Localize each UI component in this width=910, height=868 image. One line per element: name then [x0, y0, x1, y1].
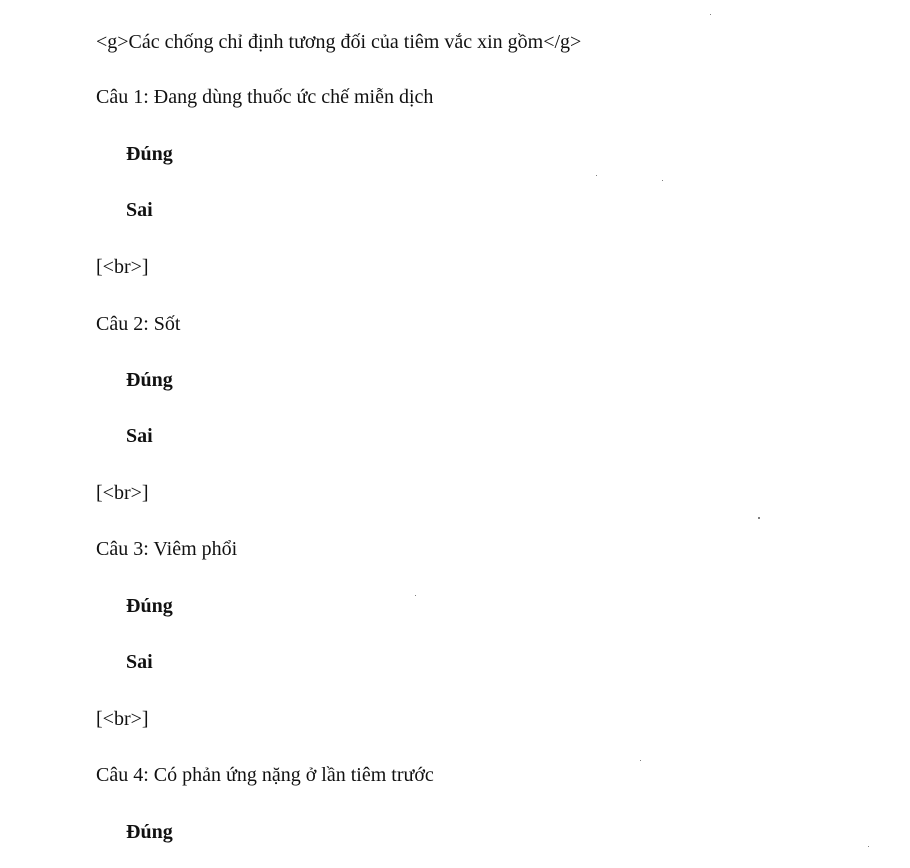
- question-3-label: Câu 3: Viêm phổi: [96, 538, 238, 560]
- scan-speck: [758, 517, 760, 519]
- scan-speck: [415, 595, 416, 596]
- question-4-option-true[interactable]: Đúng: [126, 821, 173, 843]
- question-2-separator: [<br>]: [96, 482, 149, 504]
- question-2-option-false[interactable]: Sai: [126, 425, 153, 447]
- question-3-separator: [<br>]: [96, 708, 149, 730]
- question-4-label: Câu 4: Có phản ứng nặng ở lần tiêm trước: [96, 764, 434, 786]
- scan-speck: [596, 175, 597, 176]
- question-1-label: Câu 1: Đang dùng thuốc ức chế miễn dịch: [96, 86, 434, 108]
- scan-speck: [640, 760, 641, 761]
- question-2-label: Câu 2: Sốt: [96, 313, 181, 335]
- question-3-option-false[interactable]: Sai: [126, 651, 153, 673]
- question-1-option-true[interactable]: Đúng: [126, 143, 173, 165]
- scan-speck: [710, 14, 711, 15]
- question-1-separator: [<br>]: [96, 256, 149, 278]
- scan-speck: [662, 180, 663, 181]
- question-3-option-true[interactable]: Đúng: [126, 595, 173, 617]
- document-title: <g>Các chống chỉ định tương đối của tiêm vắc xin gồm</g>: [96, 31, 582, 53]
- scan-speck: [868, 846, 869, 847]
- question-2-option-true[interactable]: Đúng: [126, 369, 173, 391]
- question-1-option-false[interactable]: Sai: [126, 199, 153, 221]
